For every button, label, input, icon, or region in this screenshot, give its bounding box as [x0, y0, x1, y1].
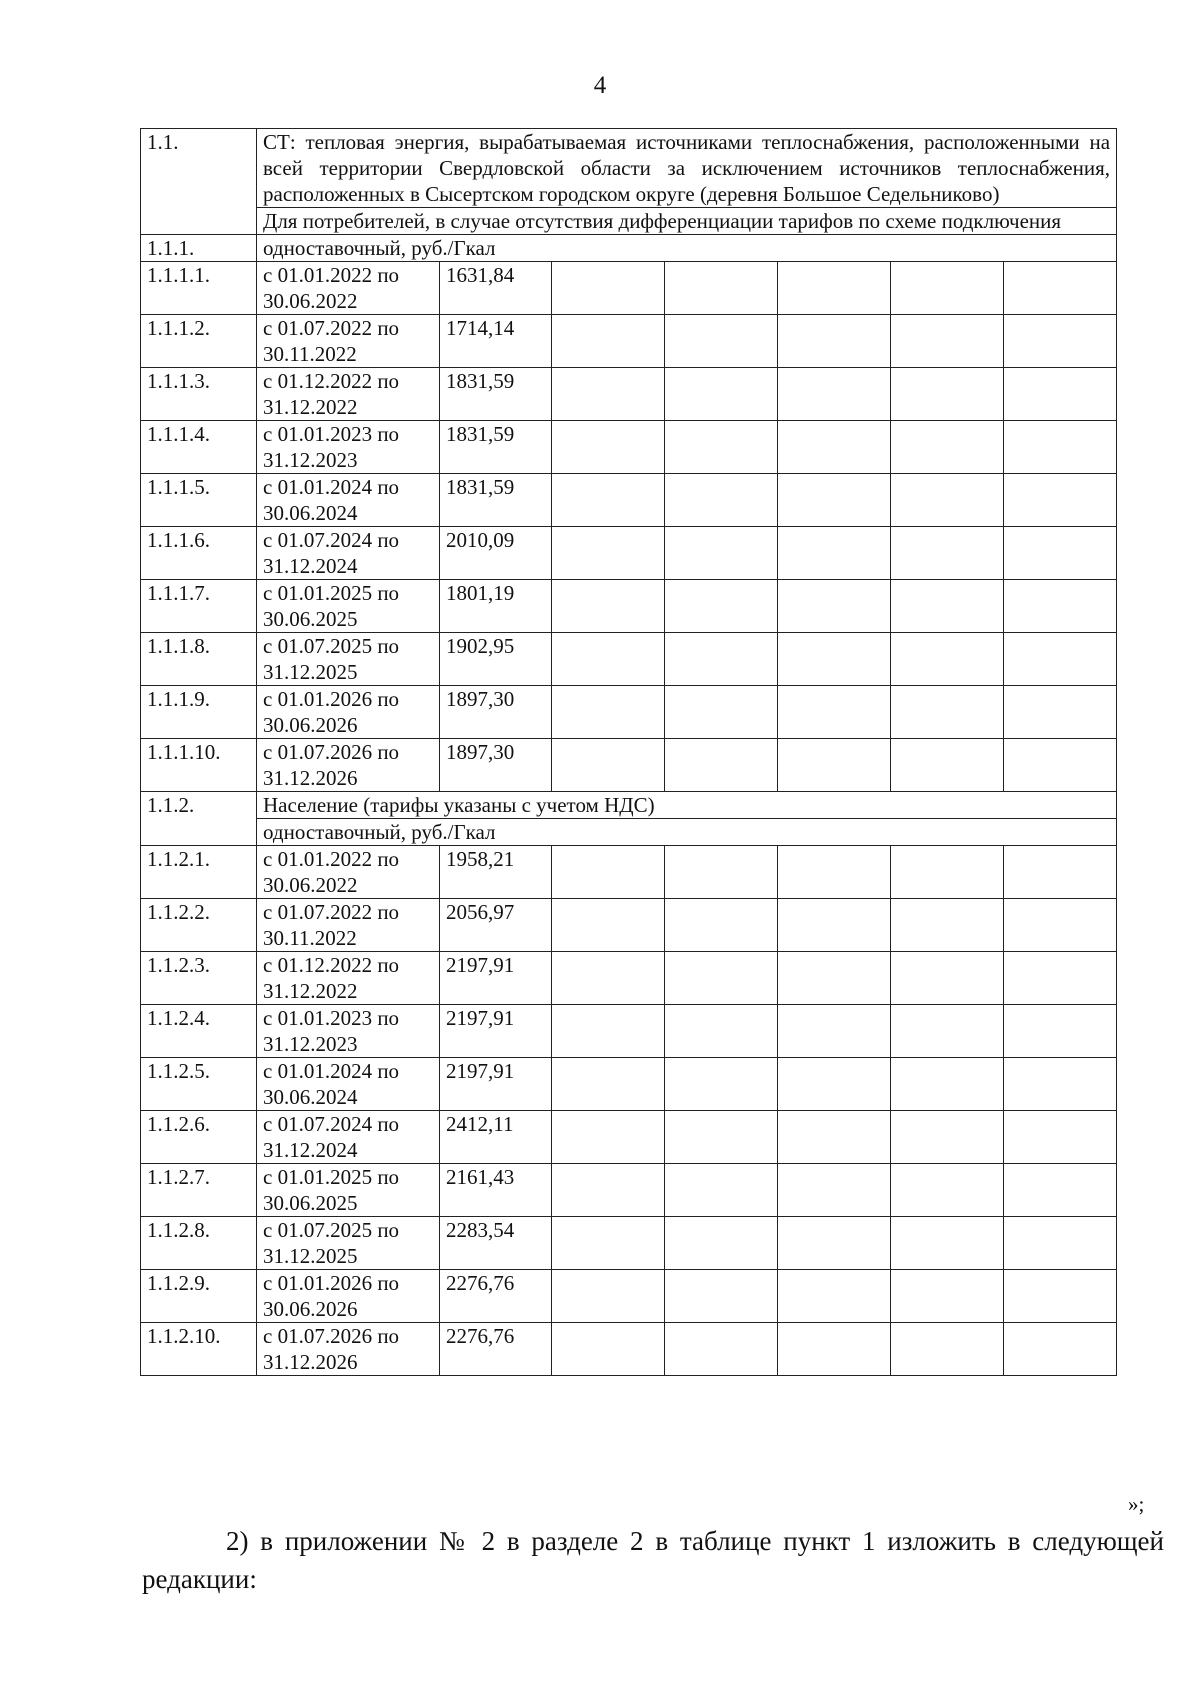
row-number: 1.1.2.5. — [141, 1058, 257, 1111]
tariff-value: 2010,09 — [440, 527, 552, 580]
period-cell: с 01.01.2022 по 30.06.2022 — [257, 846, 440, 899]
empty-cell — [552, 1217, 665, 1270]
empty-cell — [552, 739, 665, 792]
empty-cell — [665, 952, 778, 1005]
empty-cell — [891, 527, 1004, 580]
empty-cell — [665, 1217, 778, 1270]
row-number: 1.1.2.6. — [141, 1111, 257, 1164]
empty-cell — [891, 262, 1004, 315]
empty-cell — [891, 474, 1004, 527]
table-row — [141, 1005, 1117, 1058]
table-row — [141, 315, 1117, 368]
empty-cell — [1004, 633, 1117, 686]
header-title: СТ: тепловая энергия, вырабатываемая источниками теплоснабжения, расположенными на всей территории Свердловской области за исключением источников теплоснабжения, расположенных в Сысертском городском округе (деревня Большое Седельниково) — [257, 129, 1117, 208]
period-cell: с 01.07.2024 по 31.12.2024 — [257, 1111, 440, 1164]
period-cell: с 01.01.2026 по 30.06.2026 — [257, 686, 440, 739]
empty-cell — [552, 368, 665, 421]
period-cell: с 01.01.2025 по 30.06.2025 — [257, 1164, 440, 1217]
empty-cell — [778, 952, 891, 1005]
table-row — [141, 368, 1117, 421]
empty-cell — [665, 368, 778, 421]
row-number: 1.1.2.10. — [141, 1323, 257, 1376]
empty-cell — [665, 1270, 778, 1323]
tariff-value: 1831,59 — [440, 474, 552, 527]
row-number: 1.1.2.2. — [141, 899, 257, 952]
empty-cell — [552, 952, 665, 1005]
empty-cell — [778, 1111, 891, 1164]
empty-cell — [891, 1270, 1004, 1323]
tariff-value: 1831,59 — [440, 368, 552, 421]
table-row — [141, 1217, 1117, 1270]
table-row — [141, 1323, 1117, 1376]
empty-cell — [891, 1058, 1004, 1111]
empty-cell — [891, 580, 1004, 633]
empty-cell — [778, 899, 891, 952]
row-number: 1.1.1.3. — [141, 368, 257, 421]
table-row — [141, 1111, 1117, 1164]
period-cell: с 01.07.2026 по 31.12.2026 — [257, 739, 440, 792]
tariff-value: 2412,11 — [440, 1111, 552, 1164]
empty-cell — [552, 527, 665, 580]
empty-cell — [665, 527, 778, 580]
row-number: 1.1.2.3. — [141, 952, 257, 1005]
table-row — [141, 846, 1117, 899]
empty-cell — [665, 1005, 778, 1058]
empty-cell — [778, 262, 891, 315]
empty-cell — [1004, 421, 1117, 474]
empty-cell — [552, 686, 665, 739]
empty-cell — [665, 846, 778, 899]
period-cell: с 01.01.2025 по 30.06.2025 — [257, 580, 440, 633]
empty-cell — [1004, 580, 1117, 633]
empty-cell — [778, 368, 891, 421]
empty-cell — [1004, 527, 1117, 580]
empty-cell — [1004, 1270, 1117, 1323]
empty-cell — [891, 315, 1004, 368]
empty-cell — [778, 686, 891, 739]
row-number: 1.1.1.8. — [141, 633, 257, 686]
table-row — [141, 899, 1117, 952]
empty-cell — [891, 1323, 1004, 1376]
empty-cell — [552, 899, 665, 952]
header-subtitle: Для потребителей, в случае отсутствия дифференциации тарифов по схеме подключения — [257, 208, 1117, 235]
empty-cell — [891, 421, 1004, 474]
empty-cell — [552, 474, 665, 527]
table-row — [141, 474, 1117, 527]
empty-cell — [552, 1005, 665, 1058]
row-number: 1.1.2.7. — [141, 1164, 257, 1217]
tariff-value: 1897,30 — [440, 686, 552, 739]
empty-cell — [1004, 686, 1117, 739]
period-cell: с 01.01.2022 по 30.06.2022 — [257, 262, 440, 315]
row-number: 1.1.1.5. — [141, 474, 257, 527]
empty-cell — [552, 1270, 665, 1323]
header-subtitle-row — [141, 208, 1117, 235]
row-number: 1.1.1.6. — [141, 527, 257, 580]
section-row — [141, 235, 1117, 262]
empty-cell — [552, 262, 665, 315]
period-cell: с 01.01.2026 по 30.06.2026 — [257, 1270, 440, 1323]
section-label: одноставочный, руб./Гкал — [257, 235, 1117, 262]
table-row — [141, 739, 1117, 792]
empty-cell — [778, 1005, 891, 1058]
tariff-value: 2276,76 — [440, 1323, 552, 1376]
empty-cell — [552, 315, 665, 368]
empty-cell — [1004, 1058, 1117, 1111]
section-row — [141, 819, 1117, 846]
table-row — [141, 421, 1117, 474]
empty-cell — [665, 686, 778, 739]
tariff-value: 2161,43 — [440, 1164, 552, 1217]
tariff-value: 2197,91 — [440, 952, 552, 1005]
empty-cell — [552, 1164, 665, 1217]
table-row — [141, 527, 1117, 580]
table-row — [141, 1058, 1117, 1111]
empty-cell — [1004, 899, 1117, 952]
row-number: 1.1.2.9. — [141, 1270, 257, 1323]
empty-cell — [778, 474, 891, 527]
empty-cell — [1004, 1164, 1117, 1217]
empty-cell — [891, 952, 1004, 1005]
empty-cell — [1004, 739, 1117, 792]
tariff-value: 1631,84 — [440, 262, 552, 315]
row-number: 1.1.1.4. — [141, 421, 257, 474]
empty-cell — [778, 527, 891, 580]
period-cell: с 01.01.2023 по 31.12.2023 — [257, 1005, 440, 1058]
amendment-paragraph: 2) в приложении № 2 в разделе 2 в таблице пункт 1 изложить в следующей редакции: — [142, 1526, 1164, 1594]
empty-cell — [1004, 1217, 1117, 1270]
empty-cell — [1004, 952, 1117, 1005]
period-cell: с 01.12.2022 по 31.12.2022 — [257, 368, 440, 421]
empty-cell — [778, 633, 891, 686]
tariff-value: 1714,14 — [440, 315, 552, 368]
table-row — [141, 952, 1117, 1005]
row-number: 1.1.2.4. — [141, 1005, 257, 1058]
empty-cell — [665, 421, 778, 474]
empty-cell — [665, 262, 778, 315]
table-row — [141, 1270, 1117, 1323]
empty-cell — [778, 846, 891, 899]
closing-quote: »; — [1128, 1492, 1145, 1516]
empty-cell — [1004, 315, 1117, 368]
empty-cell — [552, 1111, 665, 1164]
empty-cell — [891, 686, 1004, 739]
empty-cell — [552, 580, 665, 633]
empty-cell — [665, 633, 778, 686]
empty-cell — [891, 899, 1004, 952]
section-number: 1.1.1. — [141, 235, 257, 262]
empty-cell — [778, 1164, 891, 1217]
row-number: 1.1.1.9. — [141, 686, 257, 739]
tariff-value: 1958,21 — [440, 846, 552, 899]
empty-cell — [778, 1058, 891, 1111]
empty-cell — [665, 1164, 778, 1217]
tariff-value: 1831,59 — [440, 421, 552, 474]
empty-cell — [778, 739, 891, 792]
period-cell: с 01.07.2024 по 31.12.2024 — [257, 527, 440, 580]
empty-cell — [552, 421, 665, 474]
section-label: Население (тарифы указаны с учетом НДС) — [257, 792, 1117, 819]
empty-cell — [891, 368, 1004, 421]
empty-cell — [778, 315, 891, 368]
period-cell: с 01.12.2022 по 31.12.2022 — [257, 952, 440, 1005]
empty-cell — [891, 1164, 1004, 1217]
empty-cell — [778, 1217, 891, 1270]
empty-cell — [1004, 474, 1117, 527]
empty-cell — [891, 1005, 1004, 1058]
table-row — [141, 580, 1117, 633]
row-number: 1.1.1.10. — [141, 739, 257, 792]
empty-cell — [1004, 1005, 1117, 1058]
empty-cell — [552, 1058, 665, 1111]
empty-cell — [665, 899, 778, 952]
period-cell: с 01.07.2025 по 31.12.2025 — [257, 1217, 440, 1270]
empty-cell — [891, 1217, 1004, 1270]
period-cell: с 01.07.2022 по 30.11.2022 — [257, 315, 440, 368]
empty-cell — [778, 1323, 891, 1376]
empty-cell — [1004, 846, 1117, 899]
tariff-table — [140, 128, 1117, 1376]
empty-cell — [778, 580, 891, 633]
period-cell: с 01.07.2025 по 31.12.2025 — [257, 633, 440, 686]
row-number: 1.1.1.7. — [141, 580, 257, 633]
empty-cell — [665, 1058, 778, 1111]
period-cell: с 01.07.2022 по 30.11.2022 — [257, 899, 440, 952]
period-cell: с 01.07.2026 по 31.12.2026 — [257, 1323, 440, 1376]
empty-cell — [778, 421, 891, 474]
period-cell: с 01.01.2024 по 30.06.2024 — [257, 1058, 440, 1111]
empty-cell — [665, 739, 778, 792]
empty-cell — [665, 1111, 778, 1164]
empty-cell — [1004, 368, 1117, 421]
empty-cell — [891, 739, 1004, 792]
empty-cell — [665, 580, 778, 633]
empty-cell — [665, 1323, 778, 1376]
period-cell: с 01.01.2023 по 31.12.2023 — [257, 421, 440, 474]
empty-cell — [665, 474, 778, 527]
empty-cell — [891, 846, 1004, 899]
period-cell: с 01.01.2024 по 30.06.2024 — [257, 474, 440, 527]
tariff-value: 2276,76 — [440, 1270, 552, 1323]
section-number: 1.1.2. — [141, 792, 257, 846]
empty-cell — [891, 1111, 1004, 1164]
tariff-value: 2197,91 — [440, 1058, 552, 1111]
table-row — [141, 262, 1117, 315]
section-row — [141, 792, 1117, 819]
header-number: 1.1. — [141, 129, 257, 235]
tariff-value: 2197,91 — [440, 1005, 552, 1058]
empty-cell — [778, 1270, 891, 1323]
tariff-value: 2283,54 — [440, 1217, 552, 1270]
empty-cell — [1004, 1111, 1117, 1164]
row-number: 1.1.1.1. — [141, 262, 257, 315]
empty-cell — [552, 1323, 665, 1376]
tariff-value: 2056,97 — [440, 899, 552, 952]
table-row — [141, 1164, 1117, 1217]
empty-cell — [1004, 1323, 1117, 1376]
page-number: 4 — [593, 72, 607, 99]
empty-cell — [665, 315, 778, 368]
tariff-value: 1897,30 — [440, 739, 552, 792]
empty-cell — [552, 633, 665, 686]
header-row — [141, 129, 1117, 208]
row-number: 1.1.2.1. — [141, 846, 257, 899]
row-number: 1.1.2.8. — [141, 1217, 257, 1270]
table-row — [141, 633, 1117, 686]
empty-cell — [552, 846, 665, 899]
table-row — [141, 686, 1117, 739]
empty-cell — [891, 633, 1004, 686]
tariff-value: 1801,19 — [440, 580, 552, 633]
row-number: 1.1.1.2. — [141, 315, 257, 368]
tariff-value: 1902,95 — [440, 633, 552, 686]
empty-cell — [1004, 262, 1117, 315]
section-label: одноставочный, руб./Гкал — [257, 819, 1117, 846]
